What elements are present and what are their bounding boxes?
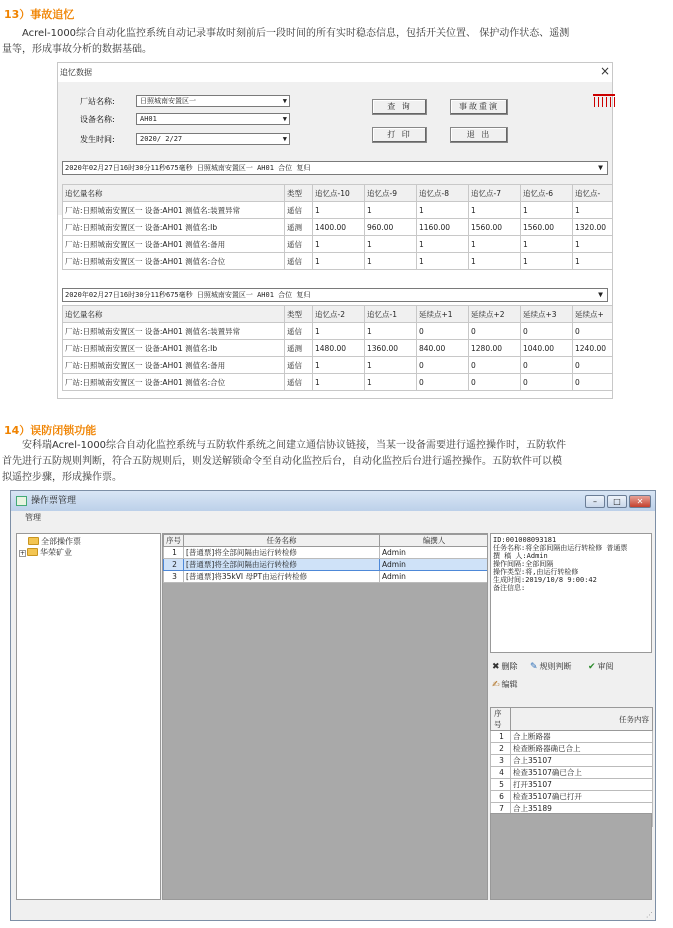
table-cell: 1: [313, 202, 365, 219]
delete-button[interactable]: [492, 661, 518, 672]
table-cell: 1320.00: [573, 219, 613, 236]
paragraph-line: 量等，形成事故分析的数据基础。: [2, 44, 152, 55]
table-cell: 0: [573, 323, 613, 340]
table-cell: 1360.00: [365, 340, 417, 357]
recall-data-window: [57, 62, 613, 399]
paragraph-line: 首先进行五防规则判断，符合五防规则后，则发送解锁命令至自动化监控后台，自动化监控后台进行遥控操作。五防软件可以模: [2, 456, 562, 467]
table-cell: 1: [313, 253, 365, 270]
exit-button[interactable]: 退 出: [450, 127, 508, 143]
table-row[interactable]: [164, 571, 489, 583]
query-button[interactable]: 查 询: [372, 99, 427, 115]
section-14-title: 14）误防闭锁功能: [4, 424, 97, 437]
table-row[interactable]: [63, 374, 613, 391]
table-row[interactable]: [491, 779, 653, 791]
table-cell: [普通票]将全部间隔由运行转检修: [184, 547, 380, 559]
column-header[interactable]: 延续点+3: [521, 306, 573, 323]
table-cell: 1: [521, 253, 573, 270]
close-button[interactable]: ✕: [629, 495, 651, 508]
table-cell: 5: [491, 779, 511, 791]
column-header[interactable]: 追忆点-10: [313, 185, 365, 202]
table-cell: 1: [365, 236, 417, 253]
table-cell: 遥信: [285, 374, 313, 391]
table-cell: 1: [365, 374, 417, 391]
table-cell: 厂站:日照城南安置区一 设备:AH01 测值名:合位: [63, 374, 285, 391]
table-header-row: [63, 185, 613, 202]
column-header[interactable]: 追忆点-6: [521, 185, 573, 202]
table-row[interactable]: [63, 219, 613, 236]
table-row[interactable]: [491, 731, 653, 743]
table-cell: 1: [417, 236, 469, 253]
table-cell: 2: [164, 559, 184, 571]
table-cell: 3: [491, 755, 511, 767]
table-cell: 1: [469, 202, 521, 219]
station-select[interactable]: [136, 95, 290, 107]
table-cell: 1: [521, 236, 573, 253]
chevron-down-icon: ▼: [282, 135, 287, 143]
table-cell: 1: [365, 202, 417, 219]
table-row[interactable]: [491, 767, 653, 779]
column-header[interactable]: 追忆量名称: [63, 185, 285, 202]
table-cell: 1: [521, 202, 573, 219]
menu-bar: [11, 511, 655, 525]
button-label: 规则判断: [539, 662, 572, 671]
column-header[interactable]: 序号: [491, 708, 511, 731]
table-cell: 打开35107: [511, 779, 653, 791]
table-cell: 1: [313, 374, 365, 391]
table-row[interactable]: [164, 547, 489, 559]
table-cell: 遥测: [285, 340, 313, 357]
menu-manage[interactable]: 管理: [25, 513, 41, 522]
table-cell: 0: [469, 374, 521, 391]
window-titlebar: [58, 63, 612, 81]
folder-icon: [28, 537, 39, 545]
window-titlebar: [11, 491, 655, 511]
station-value: 日照城南安置区一: [140, 97, 196, 105]
event-select-2[interactable]: [62, 288, 608, 302]
recall-table-1: [62, 184, 612, 270]
table-cell: 遥信: [285, 202, 313, 219]
chevron-down-icon: ▼: [598, 163, 603, 172]
table-row[interactable]: [491, 791, 653, 803]
section-13-title: 13）事故追忆: [4, 8, 75, 21]
table-cell: 0: [417, 374, 469, 391]
table-cell: 1: [491, 731, 511, 743]
step-table-empty-area: [490, 813, 652, 900]
table-cell: 1: [365, 323, 417, 340]
table-cell: 遥信: [285, 236, 313, 253]
table-cell: 0: [417, 323, 469, 340]
table-row[interactable]: [63, 253, 613, 270]
table-cell: 0: [417, 357, 469, 374]
table-cell: 1: [164, 547, 184, 559]
event-select[interactable]: [62, 161, 608, 175]
table-cell: 1: [573, 236, 613, 253]
table-row[interactable]: [63, 202, 613, 219]
table-cell: 6: [491, 791, 511, 803]
paragraph-line: 拟遥控步骤，形成操作票。: [2, 472, 122, 483]
station-label: 厂站名称:: [80, 97, 115, 106]
table-cell: 遥信: [285, 323, 313, 340]
device-select[interactable]: [136, 113, 290, 125]
chevron-down-icon: ▼: [598, 290, 603, 299]
delete-icon: ✖: [492, 662, 500, 672]
table-cell: 1: [469, 253, 521, 270]
table-cell: 检查断路器确已合上: [511, 743, 653, 755]
column-header[interactable]: 编撰人: [380, 535, 489, 547]
event-text: 2020年02月27日16时30分11秒675毫秒 日照城南安置区一 AH01 合位 复归: [65, 291, 311, 299]
table-cell: 1: [417, 202, 469, 219]
task-list-pane: [162, 533, 488, 900]
edit-icon: ✍: [492, 680, 500, 690]
paragraph-line: 安科瑞Acrel-1000综合自动化监控系统与五防软件系统之间建立通信协议链接，当某一设备需要进行遥控操作时，五防软件: [2, 440, 567, 451]
table-row[interactable]: [63, 340, 613, 357]
column-header[interactable]: 追忆量名称: [63, 306, 285, 323]
ticket-tree: [16, 533, 161, 900]
table-cell: 960.00: [365, 219, 417, 236]
tree-item-label: 华荣矿业: [40, 548, 72, 557]
table-row[interactable]: [63, 236, 613, 253]
waveform-icon[interactable]: [593, 94, 615, 108]
status-bar: [11, 910, 655, 920]
table-cell: 厂站:日照城南安置区一 设备:AH01 测值名:装置异常: [63, 323, 285, 340]
table-cell: 合上35189: [511, 803, 653, 815]
maximize-button[interactable]: □: [607, 495, 627, 508]
chevron-down-icon: ▼: [282, 97, 287, 105]
table-header-row: [491, 708, 653, 731]
time-picker[interactable]: [136, 133, 290, 145]
rule-check-button[interactable]: [530, 661, 572, 672]
edit-button[interactable]: [492, 679, 518, 690]
column-header[interactable]: 类型: [285, 306, 313, 323]
table-cell: 1: [469, 236, 521, 253]
column-header[interactable]: 追忆点-2: [313, 306, 365, 323]
table-cell: 厂站:日照城南安置区一 设备:AH01 测值名:装置异常: [63, 202, 285, 219]
recall-table-1-wrap: [58, 181, 612, 301]
time-label: 发生时间:: [80, 135, 115, 144]
chevron-down-icon: ▼: [282, 115, 287, 123]
step-table: [490, 707, 653, 827]
print-button[interactable]: 打 印: [372, 127, 427, 143]
table-cell: 厂站:日照城南安置区一 设备:AH01 测值名:合位: [63, 253, 285, 270]
table-cell: 1280.00: [469, 340, 521, 357]
column-header[interactable]: 类型: [285, 185, 313, 202]
column-header[interactable]: 任务名称: [184, 535, 380, 547]
minimize-button[interactable]: –: [585, 495, 605, 508]
review-button[interactable]: [588, 661, 614, 672]
table-cell: 1: [313, 357, 365, 374]
table-cell: Admin: [380, 571, 489, 583]
table-cell: 检查35107确已打开: [511, 791, 653, 803]
table-row[interactable]: [63, 357, 613, 374]
folder-icon: [27, 548, 38, 556]
table-cell: 3: [164, 571, 184, 583]
column-header[interactable]: 追忆点-8: [417, 185, 469, 202]
column-header[interactable]: 任务内容: [511, 708, 653, 731]
table-cell: 1240.00: [573, 340, 613, 357]
table-cell: 0: [521, 374, 573, 391]
table-cell: 0: [521, 323, 573, 340]
section-13-paragraph: [2, 26, 670, 58]
table-cell: 厂站:日照城南安置区一 设备:AH01 测值名:备用: [63, 357, 285, 374]
table-cell: 1: [313, 236, 365, 253]
expand-icon[interactable]: +: [20, 550, 26, 557]
column-header[interactable]: 追忆点-1: [365, 306, 417, 323]
table-cell: 840.00: [417, 340, 469, 357]
device-label: 设备名称:: [80, 115, 115, 124]
table-cell: 1: [365, 253, 417, 270]
review-icon: ✔: [588, 662, 596, 672]
window-title: 操作票管理: [31, 496, 77, 506]
close-button[interactable]: ×: [599, 64, 610, 78]
column-header[interactable]: 追忆点-: [573, 185, 613, 202]
table-cell: 遥信: [285, 253, 313, 270]
recall-table-2-wrap: [58, 305, 612, 399]
task-table: [163, 534, 488, 583]
table-cell: 遥测: [285, 219, 313, 236]
table-cell: Admin: [380, 559, 489, 571]
table-cell: 7: [491, 803, 511, 815]
ticket-info-text: ID:001008093181 任务名称:将全部间隔由运行转检修 普通票 撰 稿 人:Admin 操作间隔:全部间隔 操作类型:将,由运行转检修 生成时间:2019/10/8 9:00:42 备注信息:: [490, 533, 652, 653]
tree-item-label: 全部操作票: [41, 537, 81, 546]
table-cell: Admin: [380, 547, 489, 559]
table-row[interactable]: [63, 323, 613, 340]
event-text: 2020年02月27日16时30分11秒675毫秒 日照城南安置区一 AH01 合位 复归: [65, 164, 311, 172]
table-cell: 1400.00: [313, 219, 365, 236]
table-cell: 检查35107确已合上: [511, 767, 653, 779]
table-header-row: [63, 306, 613, 323]
column-header[interactable]: 延续点+: [573, 306, 613, 323]
table-cell: 1: [417, 253, 469, 270]
table-cell: 0: [521, 357, 573, 374]
table-cell: 1: [573, 202, 613, 219]
table-cell: 2: [491, 743, 511, 755]
table-cell: 0: [573, 357, 613, 374]
table-cell: 厂站:日照城南安置区一 设备:AH01 测值名:Ib: [63, 219, 285, 236]
paragraph-line: Acrel-1000综合自动化监控系统自动记录事故时刻前后一段时间的所有实时稳态信息，包括开关位置、 保护动作状态、遥测: [2, 28, 570, 39]
tree-item-huarong[interactable]: [19, 547, 72, 558]
rule-check-icon: ✎: [530, 662, 538, 672]
accident-replay-button[interactable]: 事故重演: [450, 99, 508, 115]
table-cell: 合上35107: [511, 755, 653, 767]
device-value: AH01: [140, 115, 157, 123]
ticket-detail-pane: [490, 533, 652, 900]
column-header[interactable]: 追忆点-7: [469, 185, 521, 202]
table-cell: 1160.00: [417, 219, 469, 236]
column-header[interactable]: 延续点+2: [469, 306, 521, 323]
table-row[interactable]: [491, 755, 653, 767]
time-value: 2020/ 2/27: [140, 135, 183, 143]
table-cell: 遥信: [285, 357, 313, 374]
table-cell: [普通票]将全部间隔由运行转检修: [184, 559, 380, 571]
table-cell: 厂站:日照城南安置区一 设备:AH01 测值名:备用: [63, 236, 285, 253]
table-cell: 0: [469, 357, 521, 374]
table-cell: 合上断路器: [511, 731, 653, 743]
table-cell: 1560.00: [469, 219, 521, 236]
column-header[interactable]: 追忆点-9: [365, 185, 417, 202]
table-header-row: [164, 535, 489, 547]
column-header[interactable]: 序号: [164, 535, 184, 547]
table-row-selected[interactable]: [164, 559, 489, 571]
app-icon: [16, 496, 27, 506]
table-cell: 1040.00: [521, 340, 573, 357]
table-cell: 1560.00: [521, 219, 573, 236]
table-cell: 1480.00: [313, 340, 365, 357]
window-title: 追忆数据: [60, 68, 92, 77]
table-cell: [普通票]将35kVⅠ 母PT由运行转检修: [184, 571, 380, 583]
ticket-management-window: [10, 490, 656, 921]
section-14-paragraph: [2, 438, 670, 486]
button-label: 审阅: [597, 662, 614, 671]
resize-grip-icon[interactable]: ⋰: [646, 911, 653, 919]
recall-table-2: [62, 305, 612, 391]
column-header[interactable]: 延续点+1: [417, 306, 469, 323]
table-cell: 1: [365, 357, 417, 374]
table-row[interactable]: [491, 743, 653, 755]
table-cell: 厂站:日照城南安置区一 设备:AH01 测值名:Ib: [63, 340, 285, 357]
button-label: 删除: [501, 662, 518, 671]
table-cell: 1: [573, 253, 613, 270]
table-cell: 4: [491, 767, 511, 779]
button-label: 编辑: [501, 680, 518, 689]
tree-item-all-tickets[interactable]: [19, 536, 81, 547]
table-cell: 0: [573, 374, 613, 391]
table-cell: 0: [469, 323, 521, 340]
table-cell: 1: [313, 323, 365, 340]
